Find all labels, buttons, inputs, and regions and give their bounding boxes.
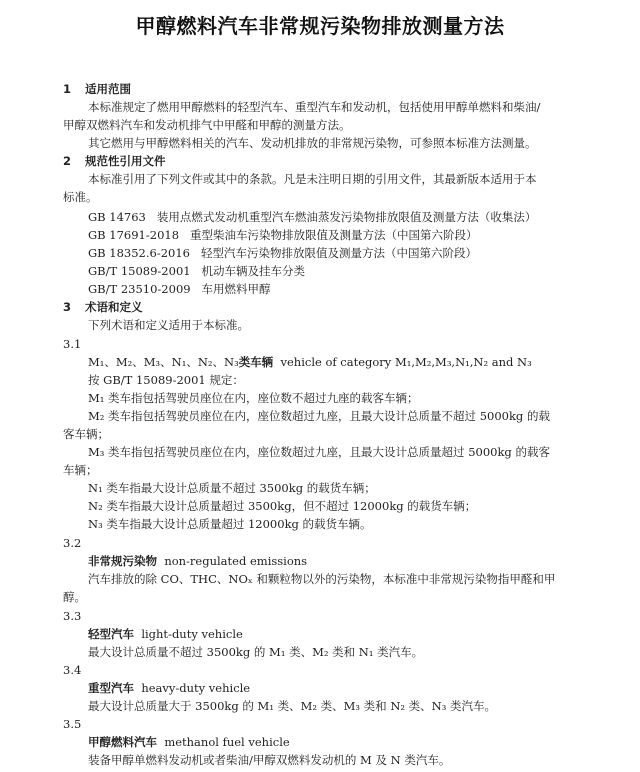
definition-line: N₁ 类车指最大设计总质量不超过 3500kg 的载货车辆； xyxy=(88,481,376,495)
term-chinese: 类车辆 xyxy=(238,355,274,369)
definition-line: 装备甲醇单燃料发动机或者柴油/甲醇双燃料发动机的 M 及 N 类汽车。 xyxy=(88,753,451,767)
paragraph-line: 本标准规定了燃用甲醇燃料的轻型汽车、重型汽车和发动机，包括使用甲醇单燃料和柴油/ xyxy=(88,100,541,114)
definition-line: N₃ 类车指最大设计总质量超过 12000kg 的载货车辆。 xyxy=(88,517,372,531)
definition-line: M₂ 类车指包括驾驶员座位在内，座位数超过九座，且最大设计总质量不超过 5000kg 的载 xyxy=(88,409,550,423)
reference-title: 车用燃料甲醇 xyxy=(201,282,271,296)
definition-line: 车辆； xyxy=(63,463,98,477)
reference-title: 重型柴油车污染物排放限值及测量方法（中国第六阶段） xyxy=(190,228,478,242)
term-chinese: 非常规污染物 xyxy=(88,554,157,568)
definition-line: 最大设计总质量不超过 3500kg 的 M₁ 类、M₂ 类和 N₁ 类汽车。 xyxy=(88,645,424,659)
paragraph-line: 本标准引用了下列文件或其中的条款。凡是未注明日期的引用文件，其最新版本适用于本 xyxy=(88,172,537,186)
section-number: 2 xyxy=(63,154,72,168)
clause-number: 3.1 xyxy=(63,337,82,351)
paragraph-line: 下列术语和定义适用于本标准。 xyxy=(88,318,249,332)
term-line xyxy=(88,680,250,696)
reference-code: GB 14763 xyxy=(88,210,146,224)
definition-line: 汽车排放的除 CO、THC、NOₓ 和颗粒物以外的污染物，本标准中非常规污染物指甲醛和甲 xyxy=(88,572,556,586)
term-prefix: M₁、M₂、M₃、N₁、N₂、N₃ xyxy=(88,355,239,369)
clause-number: 3.3 xyxy=(63,609,82,623)
document-title: 甲醇燃料汽车非常规污染物排放测量方法 xyxy=(135,14,505,38)
term-chinese: 重型汽车 xyxy=(88,681,134,695)
term-line xyxy=(88,553,307,569)
term-line xyxy=(88,626,243,642)
term-english: vehicle of category M₁,M₂,M₃,N₁,N₂ and N₃ xyxy=(280,355,532,369)
clause-number: 3.2 xyxy=(63,536,82,550)
section-3-heading xyxy=(63,299,143,315)
section-title: 术语和定义 xyxy=(85,300,143,314)
term-chinese: 轻型汽车 xyxy=(88,627,134,641)
term-line xyxy=(88,354,532,370)
term-english: non-regulated emissions xyxy=(164,554,308,568)
term-line xyxy=(88,734,290,750)
section-1-heading xyxy=(63,81,131,97)
reference-item xyxy=(88,281,271,297)
reference-code: GB/T 15089-2001 xyxy=(88,264,191,278)
section-number: 1 xyxy=(63,82,72,96)
reference-item xyxy=(88,209,536,225)
definition-line: 最大设计总质量大于 3500kg 的 M₁ 类、M₂ 类、M₃ 类和 N₂ 类、N₃ 类汽车。 xyxy=(88,699,496,713)
paragraph-line: 标准。 xyxy=(63,190,98,204)
definition-line: N₂ 类车指最大设计总质量超过 3500kg，但不超过 12000kg 的载货车辆； xyxy=(88,499,477,513)
section-2-heading xyxy=(63,153,166,169)
reference-code: GB 17691-2018 xyxy=(88,228,180,242)
definition-line: 客车辆； xyxy=(63,427,109,441)
term-english: heavy-duty vehicle xyxy=(141,681,251,695)
definition-line: M₃ 类车指包括驾驶员座位在内，座位数超过九座，且最大设计总质量超过 5000kg 的载客 xyxy=(88,445,550,459)
section-number: 3 xyxy=(63,300,72,314)
clause-number: 3.5 xyxy=(63,717,82,731)
reference-title: 装用点燃式发动机重型汽车燃油蒸发污染物排放限值及测量方法（收集法） xyxy=(156,210,537,224)
term-chinese: 甲醇燃料汽车 xyxy=(88,735,157,749)
term-english: light-duty vehicle xyxy=(141,627,243,641)
term-english: methanol fuel vehicle xyxy=(164,735,290,749)
definition-line: M₁ 类车指包括驾驶员座位在内，座位数不超过九座的载客车辆； xyxy=(88,391,419,405)
reference-item xyxy=(88,227,478,243)
reference-item xyxy=(88,263,305,279)
definition-line: 按 GB/T 15089-2001 规定： xyxy=(88,373,244,387)
reference-code: GB/T 23510-2009 xyxy=(88,282,191,296)
paragraph-line: 其它燃用与甲醇燃料相关的汽车、发动机排放的非常规污染物，可参照本标准方法测量。 xyxy=(88,136,537,150)
reference-code: GB 18352.6-2016 xyxy=(88,246,191,260)
reference-item xyxy=(88,245,477,261)
section-title: 规范性引用文件 xyxy=(85,154,166,168)
reference-title: 轻型汽车污染物排放限值及测量方法（中国第六阶段） xyxy=(200,246,477,260)
clause-number: 3.4 xyxy=(63,663,82,677)
paragraph-line: 甲醇双燃料汽车和发动机排气中甲醛和甲醇的测量方法。 xyxy=(63,118,351,132)
reference-title: 机动车辆及挂车分类 xyxy=(201,264,306,278)
section-title: 适用范围 xyxy=(85,82,131,96)
definition-line: 醇。 xyxy=(63,590,86,604)
